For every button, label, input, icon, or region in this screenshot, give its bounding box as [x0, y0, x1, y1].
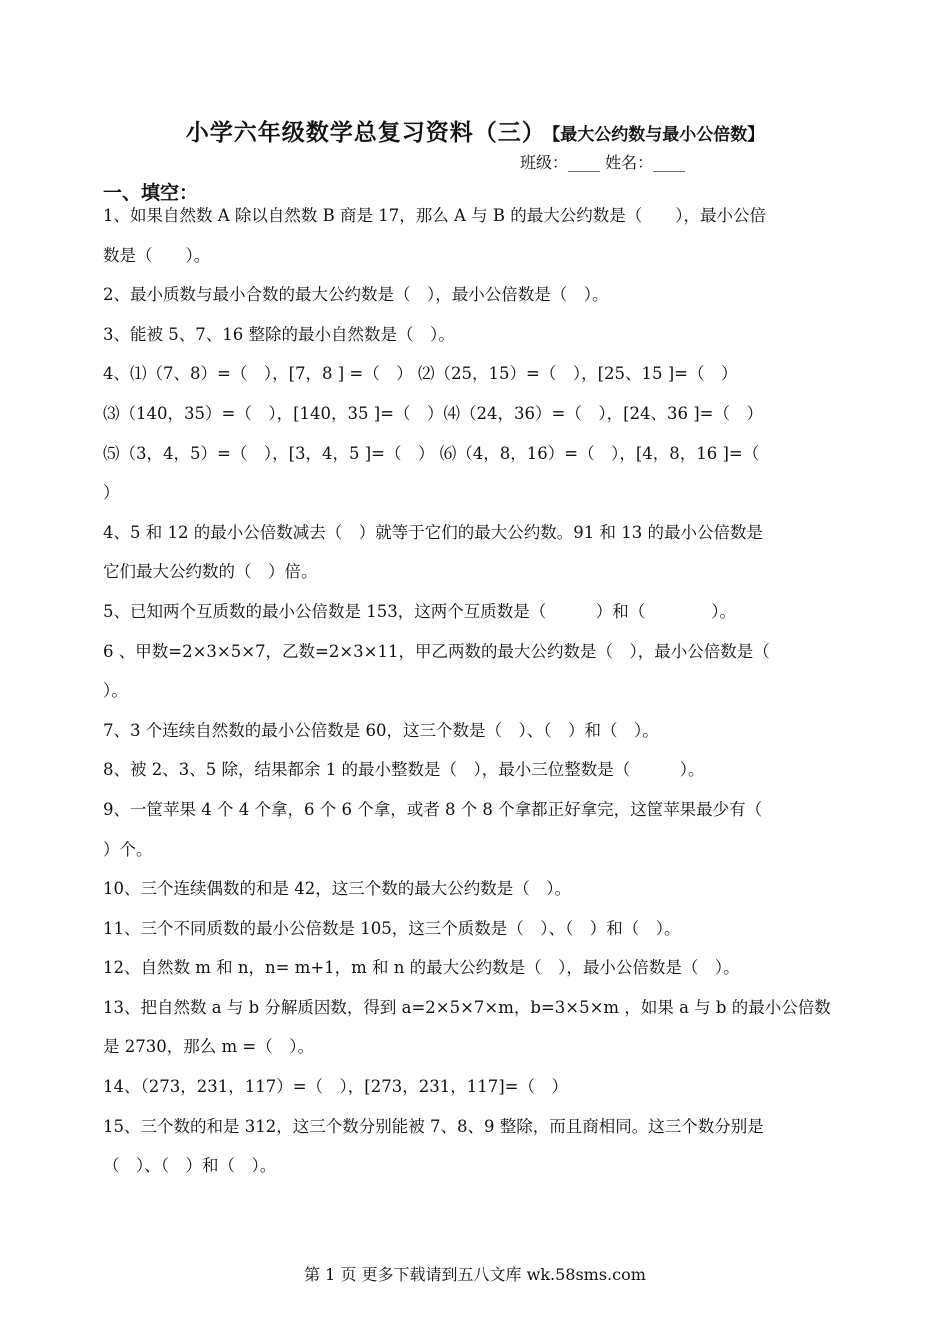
question-line: 13、把自然数 a 与 b 分解质因数，得到 a=2×5×7×m，b=3×5×m ，如果 a 与 b 的最小公倍数 — [103, 997, 831, 1017]
question-line: 它们最大公约数的（ ）倍。 — [103, 562, 318, 582]
page-footer: 第 1 页 更多下载请到五八文库 wk.58sms.com — [304, 1265, 646, 1284]
question-line: 14、（273，231，117）=（ ），[273，231，117]=（ ） — [103, 1077, 568, 1097]
title-subtitle: 【最大公约数与最小公倍数】 — [551, 125, 765, 145]
question-line: 5、已知两个互质数的最小公倍数是 153，这两个互质数是（ ）和（ ）。 — [103, 601, 736, 621]
section-heading: 一、填空： — [103, 182, 199, 204]
question-line: 4、5 和 12 的最小公倍数减去（ ）就等于它们的最大公约数。91 和 13 的最小公倍数是 — [103, 522, 763, 542]
question-line: 是 2730，那么 m =（ ）。 — [103, 1037, 314, 1057]
question-line: 3、能被 5、7、16 整除的最小自然数是（ ）。 — [103, 324, 455, 344]
question-line: 15、三个数的和是 312，这三个数分别能被 7、8、9 整除，而且商相同。这三个数分别是 — [103, 1116, 764, 1136]
class-name-line: 班级：____ 姓名：____ — [520, 153, 686, 172]
question-line: 6 、甲数=2×3×5×7，乙数=2×3×11，甲乙两数的最大公约数是（ ），最小公倍数是（ — [103, 641, 770, 661]
question-line: 8、被 2、3、5 除，结果都余 1 的最小整数是（ ），最小三位整数是（ ）。 — [103, 760, 705, 780]
question-line: ）个。 — [103, 839, 153, 859]
question-list — [103, 196, 848, 1186]
question-line: 11、三个不同质数的最小公倍数是 105，这三个质数是（ ）、（ ）和（ ）。 — [103, 918, 681, 938]
question-line: ）。 — [103, 681, 128, 701]
question-line: ⑶（140，35）=（ ），[140，35 ]=（ ）⑷（24，36）=（ ），[24、36 ]=（ ） — [103, 403, 763, 423]
question-line: 7、3 个连续自然数的最小公倍数是 60，这三个数是（ ）、（ ）和（ ）。 — [103, 720, 659, 740]
question-line: 12、自然数 m 和 n，n= m+1，m 和 n 的最大公约数是（ ），最小公倍数是（ ）。 — [103, 958, 740, 978]
question-line: 2、最小质数与最小合数的最大公约数是（ ），最小公倍数是（ ）。 — [103, 285, 609, 305]
question-line: ） — [103, 483, 120, 503]
question-line: 数是（ ）。 — [103, 245, 211, 265]
question-line: 9、一筐苹果 4 个 4 个拿，6 个 6 个拿，或者 8 个 8 个拿都正好拿完，这筐苹果最少有（ — [103, 799, 763, 819]
question-line: 4、⑴（7、8）=（ ），[7，8 ] =（ ） ⑵（25，15）=（ ），[25、15 ]=（ ） — [103, 364, 738, 384]
page-title — [0, 114, 950, 147]
question-line: （ ）、（ ）和（ ）。 — [103, 1156, 277, 1176]
title-main: 小学六年级数学总复习资料（三） — [185, 120, 546, 146]
question-line: 10、三个连续偶数的和是 42，这三个数的最大公约数是（ ）。 — [103, 879, 571, 899]
question-line: ⑸（3，4，5）=（ ），[3，4，5 ]=（ ） ⑹（4，8，16）=（ ），[4，8，16 ]=（ — [103, 443, 760, 463]
question-line: 1、如果自然数 A 除以自然数 B 商是 17，那么 A 与 B 的最大公约数是（ ），最小公倍 — [103, 206, 767, 225]
